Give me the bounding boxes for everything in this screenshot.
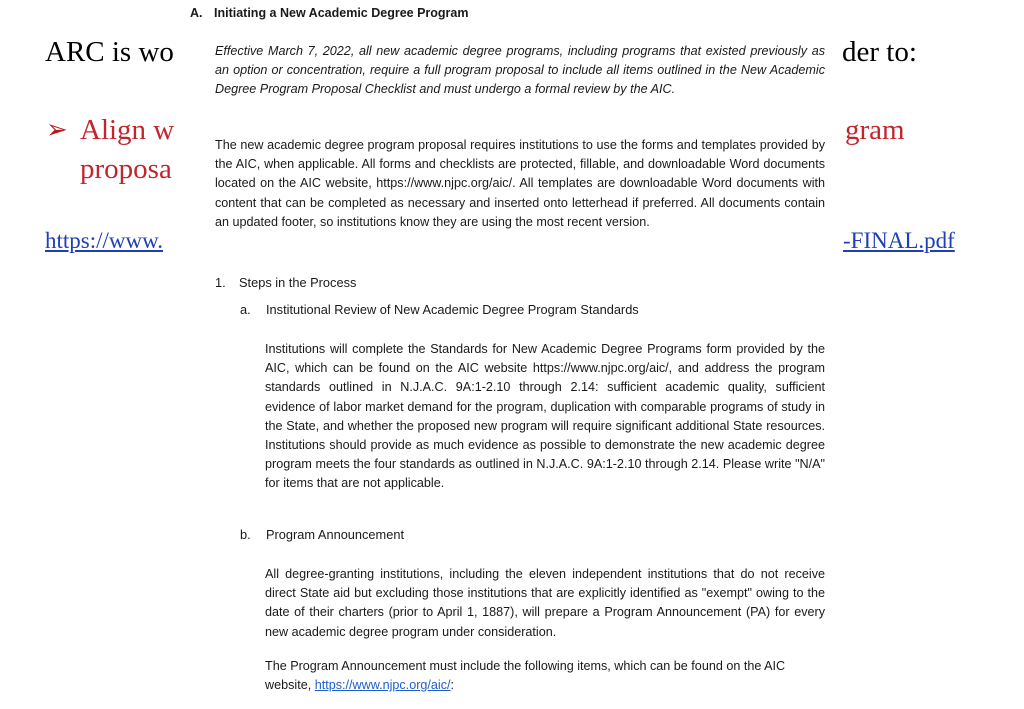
aic-website-link[interactable]: https://www.njpc.org/aic/ [314,678,451,693]
subsection-b-title: Program Announcement [266,527,405,542]
bullet-text-line2: proposa [80,153,172,185]
slide-intro-text-right: der to: [842,36,917,68]
must-include-text: The Program Announcement must include the following items, which can be found on the AIC website, [265,659,786,693]
bullet-text-right: gram [845,114,905,146]
forms-paragraph: The new academic degree program proposal requires institutions to use the forms and templates provided by the AIC, when applicable. All forms and checklists are protected, fillable, and downloadable Word documents located on the AIC website, https://www.njpc.org/aic/. All templates are downloadable Word documents with content that can be completed as necessary and inserted onto letterhead if preferred. All documents contain an updated footer, so institutions know they are using the most recent version. [215,138,825,229]
bullet-text-left: Align w [80,114,175,146]
announcement-paragraph: All degree-granting institutions, including the eleven independent institutions that do not receive direct State aid but excluding those institutions that are explicitly identified as "exempt" owing to the date of their charters (prior to April 1, 1887), will prepare a Program Announcement (PA) for every new academic degree program under consideration. [265,567,825,639]
subsection-a-heading [240,302,639,317]
step-title: Steps in the Process [239,275,357,290]
slide-link-right[interactable]: -FINAL.pdf [843,228,955,253]
section-heading [190,6,468,20]
standards-paragraph: Institutions will complete the Standards for New Academic Degree Programs form provided by the AIC, which can be found on the AIC website https://www.njpc.org/aic/, and address the program standards outlined in N.J.A.C. 9A:1-2.10 through 2.14: sufficient academic quality, sufficient evidence of labor market demand for the program, duplication with comparable programs of study in the State, and whether the proposed new program will require significant additional State resources. Institutions should provide as much evidence as possible to demonstrate the new academic degree program meets the four standards as outlined in N.J.A.C. 9A:1-2.10 through 2.14. Please write "N/A" for items that are not applicable. [265,342,825,491]
slide-intro-text-left: ARC is wo [45,36,174,68]
subsection-a-title: Institutional Review of New Academic Degree Program Standards [266,302,639,317]
must-include-paragraph [265,657,825,695]
step-heading [215,275,356,290]
effective-date-paragraph: Effective March 7, 2022, all new academic degree programs, including programs that existed previously as an option or concentration, require a full program proposal to include all items outlined in the New Academic Degree Program Proposal Checklist and must undergo a formal review by the AIC. [215,44,825,97]
subsection-a-letter: a. [240,302,251,317]
step-number: 1. [215,275,226,290]
document-excerpt [180,0,840,709]
subsection-b-letter: b. [240,527,251,542]
section-title: Initiating a New Academic Degree Program [214,6,469,20]
must-include-end: : [450,678,454,693]
subsection-b-heading [240,527,404,542]
slide-link-left[interactable]: https://www. [45,228,163,253]
bullet-arrow-icon: ➢ [46,115,68,144]
section-letter: A. [190,6,203,20]
